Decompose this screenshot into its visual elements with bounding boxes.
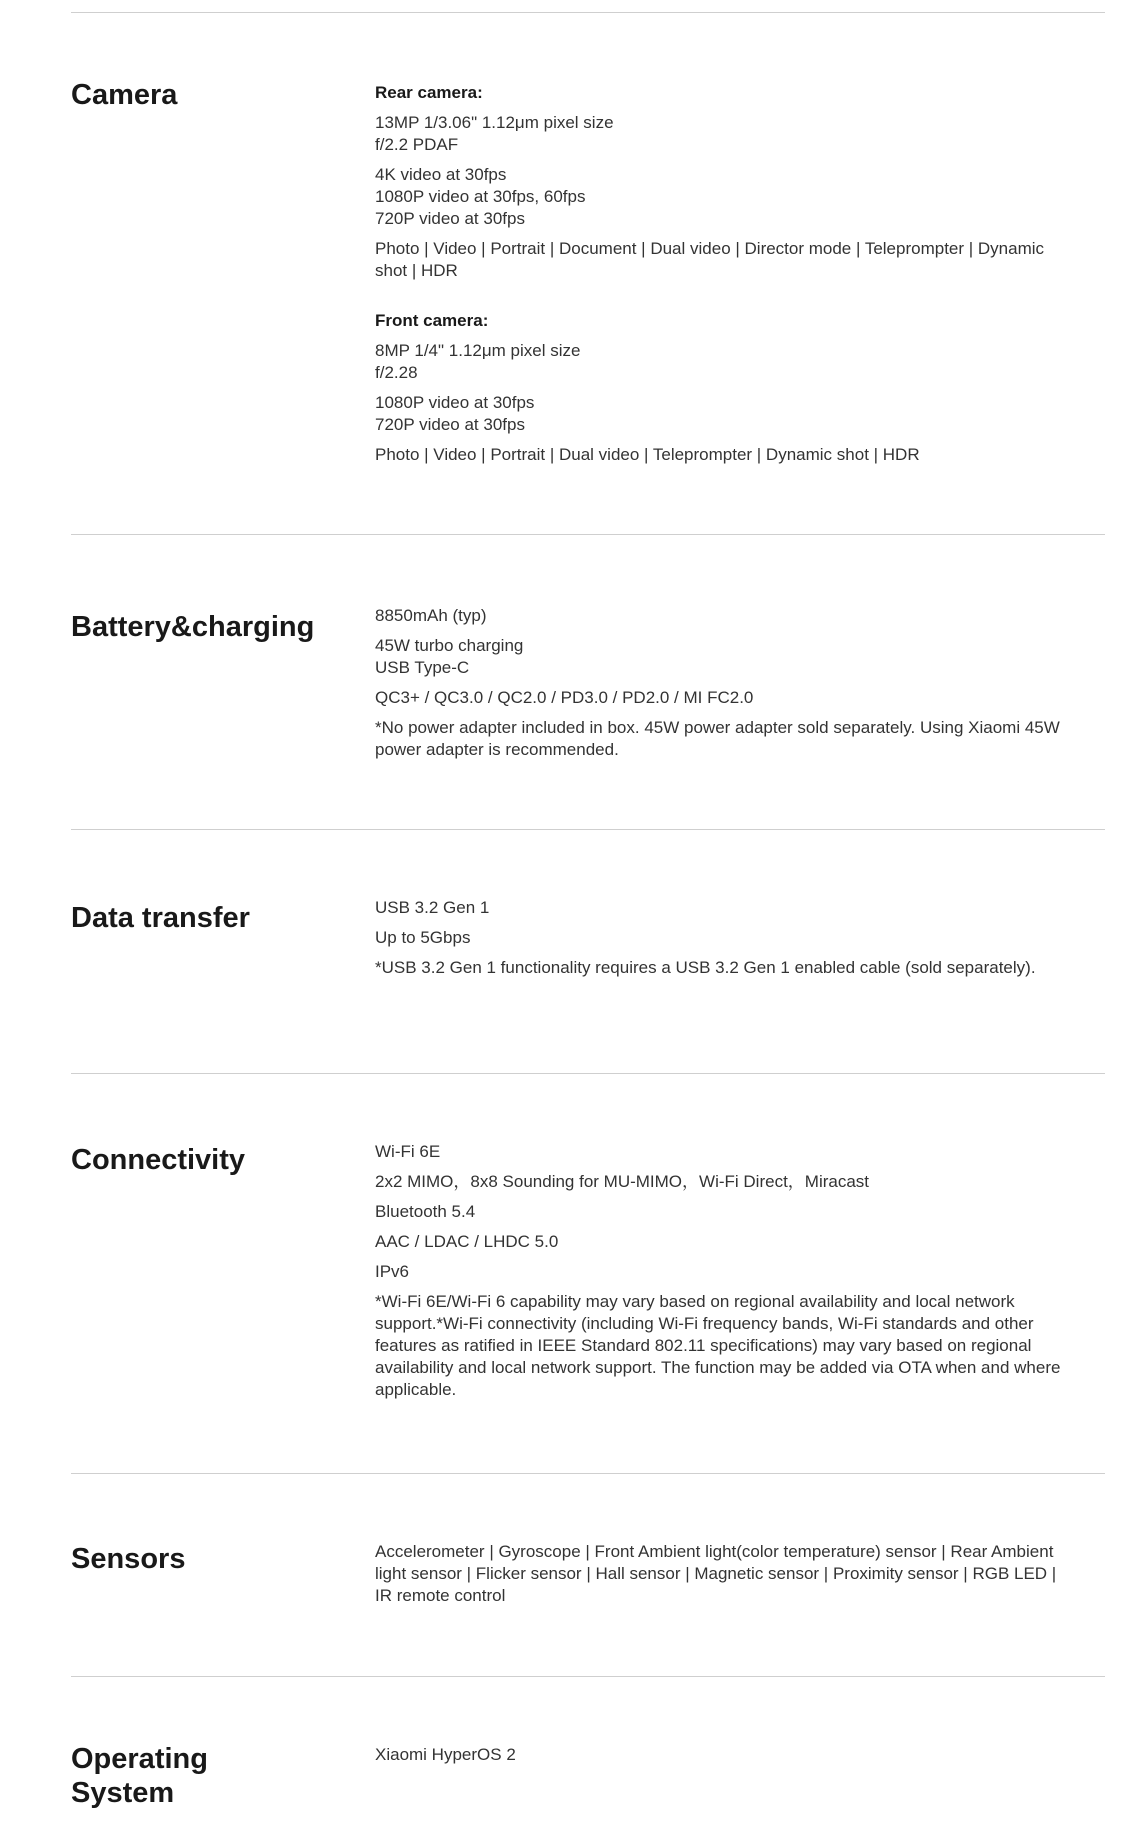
section-body-battery <box>375 605 1075 761</box>
section-divider <box>71 1073 1105 1074</box>
front-camera-aperture: f/2.28 <box>375 363 418 382</box>
section-body-connectivity <box>375 1141 1075 1401</box>
audio-codecs: AAC / LDAC / LHDC 5.0 <box>375 1232 559 1251</box>
section-title-battery: Battery&charging <box>71 611 315 643</box>
rear-camera-modes: Photo | Video | Portrait | Document | Dual video | Director mode | Teleprompter | Dynamic shot | HDR <box>375 239 1045 280</box>
section-divider <box>71 829 1105 830</box>
section-divider <box>71 1676 1105 1677</box>
transfer-speed: Up to 5Gbps <box>375 928 471 947</box>
rear-video-720p: 720P video at 30fps <box>375 209 525 228</box>
spec-section-camera <box>71 12 1105 534</box>
charging-port: USB Type-C <box>375 658 470 677</box>
connectivity-note: *Wi-Fi 6E/Wi-Fi 6 capability may vary based on regional availability and local network support.*Wi-Fi connectivity (including Wi-Fi frequency bands, Wi-Fi standards and other features as ratified in IEEE Standard 802.11 specifications) may vary based on regional availability and local network support. The function may be added via OTA when and where applicable. <box>375 1292 1061 1399</box>
section-title-camera: Camera <box>71 79 178 111</box>
spec-section-data-transfer <box>71 829 1105 1073</box>
section-title-os: Operating System <box>71 1743 208 1809</box>
battery-capacity: 8850mAh (typ) <box>375 606 487 625</box>
rear-camera-sensor: 13MP 1/3.06" 1.12μm pixel size <box>375 113 614 132</box>
front-camera-modes: Photo | Video | Portrait | Dual video | Teleprompter | Dynamic shot | HDR <box>375 445 920 464</box>
section-title-data-transfer: Data transfer <box>71 902 250 934</box>
charging-note: *No power adapter included in box. 45W power adapter sold separately. Using Xiaomi 45W power adapter is recommended. <box>375 718 1060 759</box>
charging-protocols: QC3+ / QC3.0 / QC2.0 / PD3.0 / PD2.0 / MI FC2.0 <box>375 688 754 707</box>
data-transfer-note: *USB 3.2 Gen 1 functionality requires a USB 3.2 Gen 1 enabled cable (sold separately). <box>375 958 1036 977</box>
rear-camera-aperture: f/2.2 PDAF <box>375 135 459 154</box>
usb-standard: USB 3.2 Gen 1 <box>375 898 490 917</box>
section-body-sensors <box>375 1541 1075 1607</box>
front-video-1080p: 1080P video at 30fps <box>375 393 535 412</box>
spec-section-sensors <box>71 1473 1105 1676</box>
spec-section-connectivity <box>71 1073 1105 1473</box>
sensor-list: Accelerometer | Gyroscope | Front Ambient light(color temperature) sensor | Rear Ambient light sensor | Flicker sensor | Hall sensor | Magnetic sensor | Proximity sensor | RGB LED | IR remote control <box>375 1542 1057 1605</box>
section-body-os <box>375 1744 1075 1766</box>
section-body-data-transfer <box>375 897 1075 979</box>
wifi-features: 2x2 MIMO，8x8 Sounding for MU-MIMO，Wi-Fi Direct，Miracast <box>375 1172 870 1191</box>
rear-video-4k: 4K video at 30fps <box>375 165 507 184</box>
os-name: Xiaomi HyperOS 2 <box>375 1745 516 1764</box>
section-title-connectivity: Connectivity <box>71 1144 246 1176</box>
charging-power: 45W turbo charging <box>375 636 524 655</box>
section-divider <box>71 1473 1105 1474</box>
section-divider <box>71 534 1105 535</box>
wifi-standard: Wi-Fi 6E <box>375 1142 441 1161</box>
bluetooth-version: Bluetooth 5.4 <box>375 1202 476 1221</box>
front-video-720p: 720P video at 30fps <box>375 415 525 434</box>
rear-camera-heading: Rear camera: <box>375 83 483 102</box>
section-divider <box>71 12 1105 13</box>
front-camera-sensor: 8MP 1/4" 1.12μm pixel size <box>375 341 581 360</box>
spec-section-battery <box>71 534 1105 829</box>
section-body-camera <box>375 82 1075 466</box>
front-camera-heading: Front camera: <box>375 311 489 330</box>
rear-video-1080p: 1080P video at 30fps, 60fps <box>375 187 586 206</box>
spec-section-os <box>71 1676 1105 1846</box>
ip-version: IPv6 <box>375 1262 410 1281</box>
section-title-sensors: Sensors <box>71 1543 186 1575</box>
